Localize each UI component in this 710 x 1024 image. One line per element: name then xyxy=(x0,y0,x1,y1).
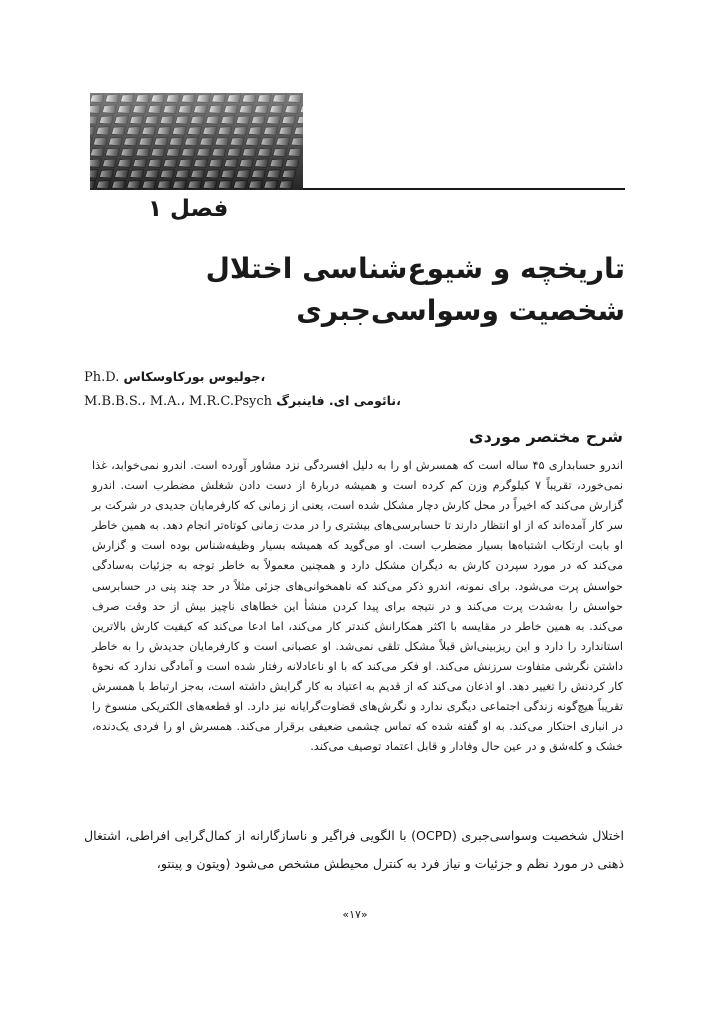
chapter-label: فصل ۱ xyxy=(148,196,229,222)
case-study-body: اندرو حسابداری ۴۵ ساله است که همسرش او را به دلیل افسردگی نزد مشاور آورده است. اندرو نمی‌خوابد، غذا نمی‌خورد، تقریباً ۷ کیلوگرم وزن کم کرده است و همیشه دربارهٔ از دست دادن شغلش مضطرب است. اندرو گزارش می‌کند که اخیراً در محل کارش دچار مشکل شده است، یعنی از زمانی که کارفرمایان جدیدی در شرکت بر سر کار آمده‌اند که از او انتظار دارند تا حسابرسی‌های بیشتری را در مدت زمانی کوتاه‌تر انجام دهد. به همین خاطر او بابت ارتکاب اشتباه‌ها بسیار مضطرب است. او می‌گوید که همیشه بسیار وظیفه‌شناس بوده است و گزارش می‌کند که در مورد سپردن کارش به دیگران مشکل دارد و همچنین معمولاً به خاطر توجه به جزئیات به‌سادگی حواسش پرت می‌شود. برای نمونه، اندرو ذکر می‌کند که ناهمخوانی‌های جزئی مثلاً در حد چند پنی در حسابرسی حواسش را به‌شدت پرت می‌کند و در نتیجه برای پیدا کردن منشأ این خطاهای ناچیز بیش از حد وقت صرف می‌کند. به همین خاطر در مقایسه با اکثر همکارانش کندتر کار می‌کند، اما ادعا می‌کند که کیفیت کارش بالاترین استاندارد را دارد و این ریزبینی‌اش قبلاً مشکل تلقی نمی‌شد. او عصبانی است و کارفرمایان جدیدش را به خاطر داشتن نگرشی متفاوت سرزنش می‌کند. او فکر می‌کند که با او ناعادلانه رفتار شده است و آمادگی ندارد که نحوهٔ کار کردنش را تغییر دهد. او اذعان می‌کند که از قدیم به اعتیاد به کار گرایش داشته است، به‌جز ارتباط با همسرش تقریباً هیچ‌گونه زندگی اجتماعی دیگری ندارد و نگرش‌های قضاوت‌گرایانه نیز دارد. او قطعه‌های الکتریکی منسوخ را در انباری احتکار می‌کند. به او گفته شده که تماس چشمی ضعیفی برقرار می‌کند. همسرش او را فردی یک‌دنده، خشک و کله‌شق و در عین حال وفادار و قابل اعتماد توصیف می‌کند. xyxy=(92,459,624,754)
author-name: نائومی ای. فاینبرگ، xyxy=(276,393,401,408)
case-study-heading: شرح مختصر موردی xyxy=(468,427,623,446)
chapter-header-image xyxy=(90,93,303,190)
author-line xyxy=(84,393,401,409)
author-name: جولیوس بورکاوسکاس، xyxy=(123,369,266,384)
chapter-title: تاریخچه و شیوع‌شناسی اختلال شخصیت وسواسی‌جبری xyxy=(205,252,625,327)
page-number: «۱۷» xyxy=(342,908,368,921)
author-credentials: Ph.D. xyxy=(84,370,120,385)
intro-paragraph: اختلال شخصیت وسواسی‌جبری (OCPD) با الگویی فراگیر و ناسازگارانه از کمال‌گرایی افراطی، اشتغال ذهنی در مورد نظم و جزئیات و نیاز فرد به کنترل محیطش مشخص می‌شود (ویتون و پینتو، xyxy=(84,828,624,871)
author-credentials: M.B.B.S.، M.A.، M.R.C.Psych xyxy=(84,394,273,409)
header-rule xyxy=(303,188,625,190)
author-line xyxy=(84,369,265,385)
